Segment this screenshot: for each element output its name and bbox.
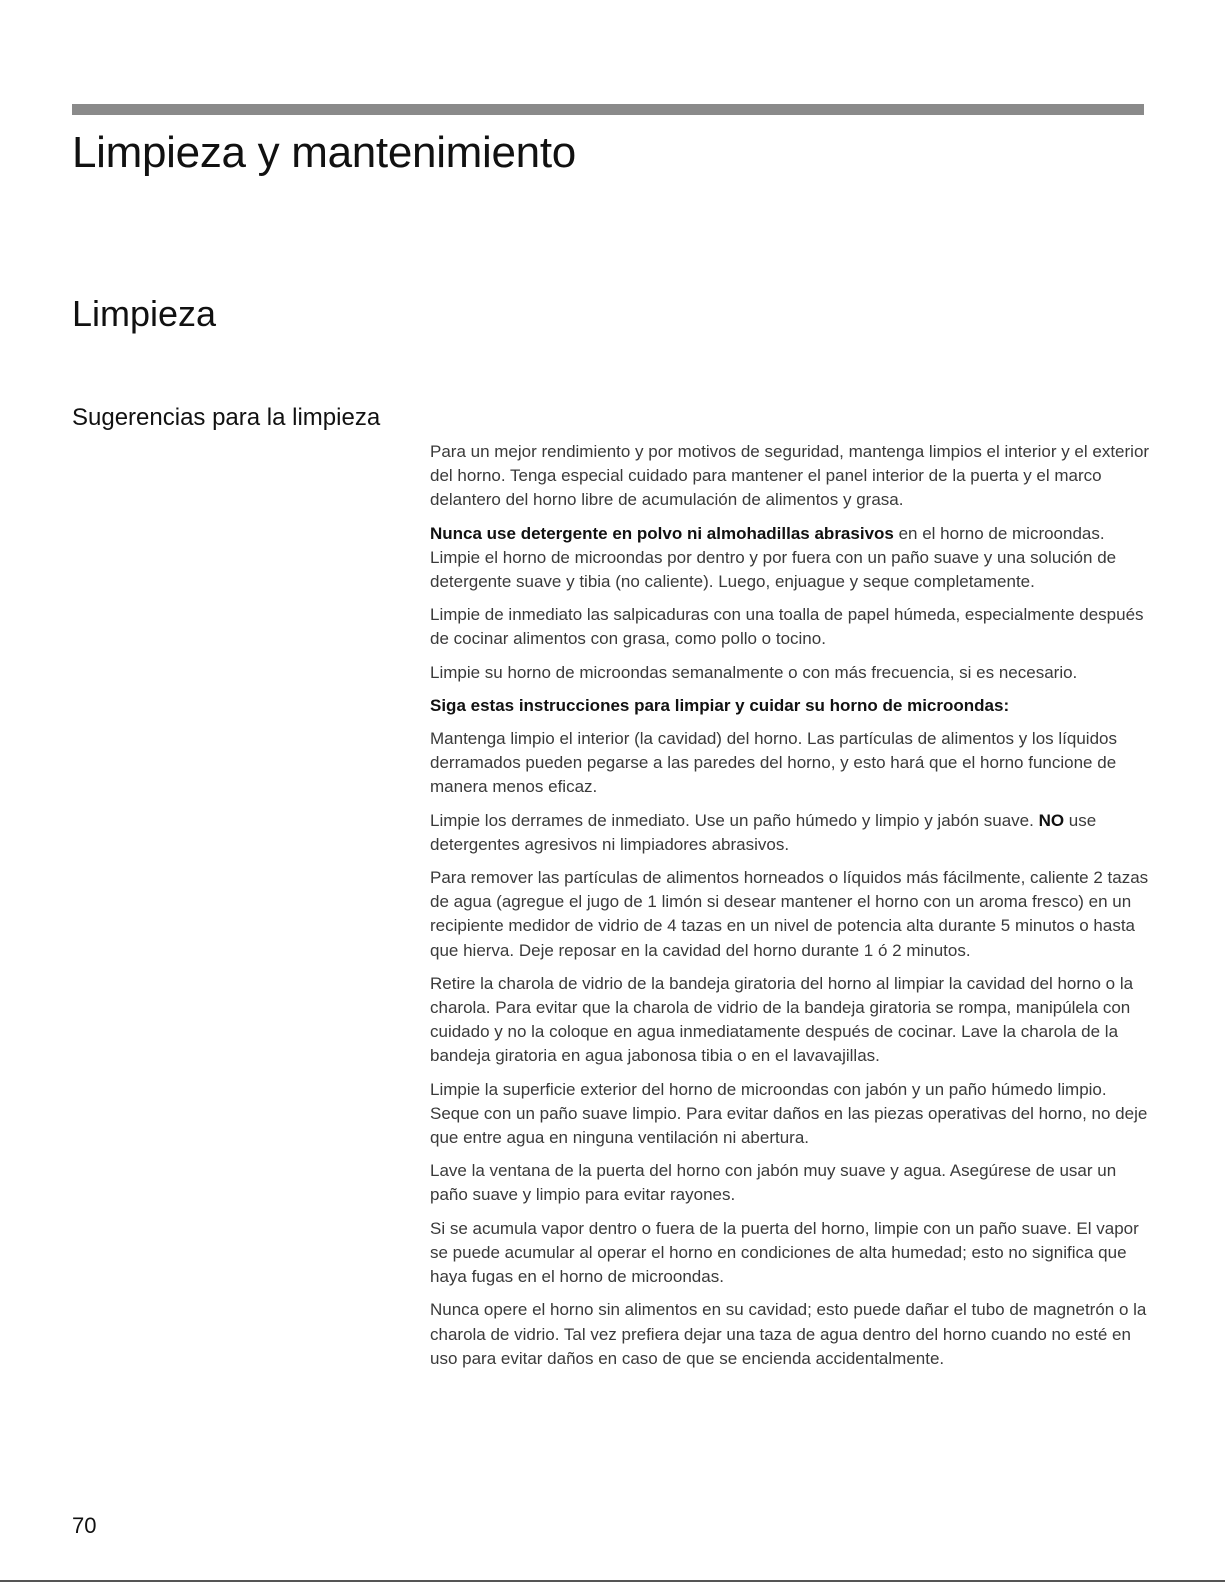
paragraph-splatters: Limpie de inmediato las salpicaduras con una toalla de papel húmeda, especialmente después de cocinar alimentos con grasa, como pollo o tocino. xyxy=(430,605,1144,649)
page-number: 70 xyxy=(72,1513,97,1538)
paragraph-exterior: Limpie la superficie exterior del horno de microondas con jabón y un paño húmedo limpio. Seque con un paño suave limpio. Para evitar daños en las piezas operativas del horno, no deje que entre agua en ninguna ventilación ni abertura. xyxy=(430,1079,1148,1148)
paragraph-intro: Para un mejor rendimiento y por motivos de seguridad, mantenga limpios el interior y el exterior del horno. Tenga especial cuidado para mantener el panel interior de la puerta y el marco delantero del horno libre de acumulación de alimentos y grasa. xyxy=(430,442,1150,510)
paragraph-steam: Si se acumula vapor dentro o fuera de la puerta del horno, limpie con un paño suave. El vapor se puede acumular al operar el horno en condiciones de alta humedad; esto no significa que haya fugas en el horno de microondas. xyxy=(430,1218,1139,1287)
paragraph-weekly: Limpie su horno de microondas semanalmente o con más frecuencia, si es necesario. xyxy=(430,662,1078,682)
spills-no: NO xyxy=(1038,810,1065,830)
paragraph-empty-operation: Nunca opere el horno sin alimentos en su cavidad; esto puede dañar el tubo de magnetrón o la charola de vidrio. Tal vez prefiera dejar una taza de agua dentro del horno cuando no esté en uso para evitar daños en caso de que se encienda accidentalmente. xyxy=(430,1300,1147,1368)
paragraph-glass-tray: Retire la charola de vidrio de la bandeja giratoria del horno al limpiar la cavidad del horno o la charola. Para evitar que la charola de vidrio de la bandeja giratoria se rompa, manipúlela con cuidado y no la coloque en agua inmediatamente después de cocinar. Lave la charola de la bandeja giratoria en agua jabonosa tibia o en el lavavajillas. xyxy=(430,973,1134,1066)
body-content xyxy=(430,440,1150,1380)
subsection-title: Sugerencias para la limpieza xyxy=(72,404,381,431)
paragraph-door-window: Lave la ventana de la puerta del horno con jabón muy suave y agua. Asegúrese de usar un paño suave y limpio para evitar rayones. xyxy=(430,1161,1117,1205)
section-title: Limpieza xyxy=(72,293,217,334)
paragraph-spills xyxy=(430,809,1150,857)
instructions-heading: Siga estas instrucciones para limpiar y cuidar su horno de microondas: xyxy=(430,695,1010,715)
spills-rest: use detergentes agresivos ni limpiadores abrasivos. xyxy=(430,810,1097,854)
paragraph-detergent xyxy=(430,522,1150,595)
spills-text: Limpie los derrames de inmediato. Use un paño húmedo y limpio y jabón suave. xyxy=(430,810,1039,830)
paragraph-interior: Mantenga limpio el interior (la cavidad) del horno. Las partículas de alimentos y los líquidos derramados pueden pegarse a las paredes del horno, y esto hará que el horno funcione de manera menos eficaz. xyxy=(430,729,1117,797)
footer-rule xyxy=(0,1580,1225,1582)
detergent-warning: Nunca use detergente en polvo ni almohadillas abrasivos xyxy=(430,523,894,543)
page-title: Limpieza y mantenimiento xyxy=(72,128,576,177)
paragraph-baked-particles: Para remover las partículas de alimentos horneados o líquidos más fácilmente, caliente 2 tazas de agua (agregue el jugo de 1 limón si desear mantener el horno con un aroma fresco) en un recipiente medidor de vidrio de 4 tazas en un nivel de potencia alta durante 5 minutos o hasta que hierva. Deje reposar en la cavidad del horno durante 1 ó 2 minutos. xyxy=(430,868,1149,960)
header-rule xyxy=(72,104,1144,115)
detergent-text: en el horno de microondas. Limpie el horno de microondas por dentro y por fuera con un paño suave y una solución de detergente suave y tibia (no caliente). Luego, enjuague y seque completamente. xyxy=(430,523,1117,592)
